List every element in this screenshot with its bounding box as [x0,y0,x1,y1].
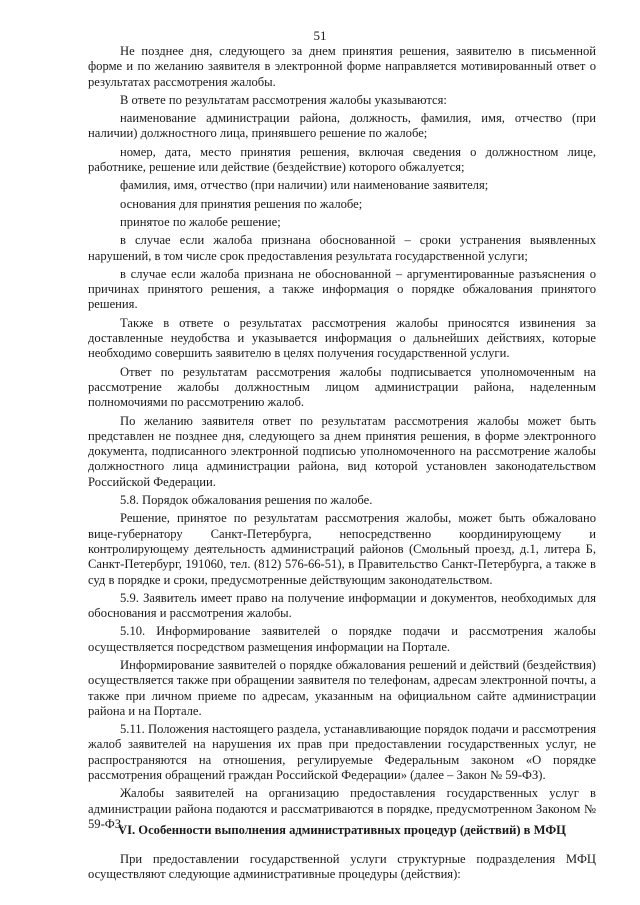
paragraph: основания для принятия решения по жалобе; [120,196,363,211]
paragraph: Не позднее дня, следующего за днем принятия решения, заявителю в письменной форме и по желанию заявителя в электронной форме направляется мотивированный ответ о результатах рассмотрения жалобы. [88,44,596,89]
paragraph: Ответ по результатам рассмотрения жалобы подписывается уполномоченным на рассмотрение жалобы должностным лицом администрации района, наделенным полномочиями по рассмотрению жалоб. [88,364,596,410]
section-heading: VI. Особенности выполнения административных процедур (действий) в МФЦ [118,823,566,837]
page-number: 51 [313,28,327,43]
paragraph: По желанию заявителя ответ по результатам рассмотрения жалобы может быть представлен не позднее дня, следующего за днем принятия решения, в форме электронного документа, подписанного электронной подписью уполномоченного на рассмотрение жалобы должностного лица администрации района, вид которой установлен законодательством Российской Федерации. [88,413,596,489]
paragraph: наименование администрации района, должность, фамилия, имя, отчество (при наличии) должностного лица, принявшего решение по жалобе; [88,111,596,141]
paragraph: В ответе по результатам рассмотрения жалобы указываются: [120,92,447,107]
document-body [88,44,596,832]
paragraph: 5.10. Информирование заявителей о порядке подачи и рассмотрения жалобы осуществляется посредством размещения информации на Портале. [88,624,596,654]
paragraph: Жалобы заявителей на организацию предоставления государственных услуг в администрации района подаются и рассматриваются в порядке, предусмотренном Законом № 59-ФЗ. [88,786,596,831]
paragraph: принятое по жалобе решение; [120,214,281,229]
paragraph: в случае если жалоба признана не обоснованной – аргументированные разъяснения о причинах принятого решения, а также информация о порядке обжалования принятого решения. [88,266,596,312]
paragraph: При предоставлении государственной услуги структурные подразделения МФЦ осуществляют следующие административные процедуры (действия): [88,852,596,882]
paragraph: Также в ответе о результатах рассмотрения жалобы приносятся извинения за доставленные неудобства и указывается информация о дальнейших действиях, которые необходимо совершить заявителю в целях получения государственной услуги. [88,315,596,361]
paragraph: 5.11. Положения настоящего раздела, устанавливающие порядок подачи и рассмотрения жалоб заявителей на нарушения их прав при предоставлении государственных услуг, не распространяются на отношения, регулируемые Федеральным законом «О порядке рассмотрения обращений граждан Российской Федерации» (далее – Закон № 59-ФЗ). [88,722,596,783]
paragraph: 5.9. Заявитель имеет право на получение информации и документов, необходимых для обоснования и рассмотрения жалобы. [88,590,596,621]
closing-section [88,852,596,883]
paragraph: Решение, принятое по результатам рассмотрения жалобы, может быть обжаловано вице-губернатору Санкт-Петербурга, непосредственно координирующему и контролирующему деятельность администраций районов (Смольный проезд, д.1, литера Б, Санкт-Петербург, 191060, тел. (812) 576-66-51), в Правительство Санкт-Петербурга, а также в суд в порядке и сроки, предусмотренные действующим законодательством. [88,511,596,587]
paragraph: номер, дата, место принятия решения, включая сведения о должностном лице, работнике, решение или действие (бездействие) которого обжалуется; [88,144,596,175]
paragraph: Информирование заявителей о порядке обжалования решений и действий (бездействия) осуществляется также при обращении заявителя по телефонам, адресам электронной почты, а также при личном приеме по адресам, указанным на официальном сайте администрации района и на Портале. [88,657,596,718]
paragraph: 5.8. Порядок обжалования решения по жалобе. [120,493,373,508]
paragraph: в случае если жалоба признана обоснованной – сроки устранения выявленных нарушений, в том числе срок предоставления результата государственной услуги; [88,233,596,263]
paragraph: фамилия, имя, отчество (при наличии) или наименование заявителя; [120,178,489,193]
